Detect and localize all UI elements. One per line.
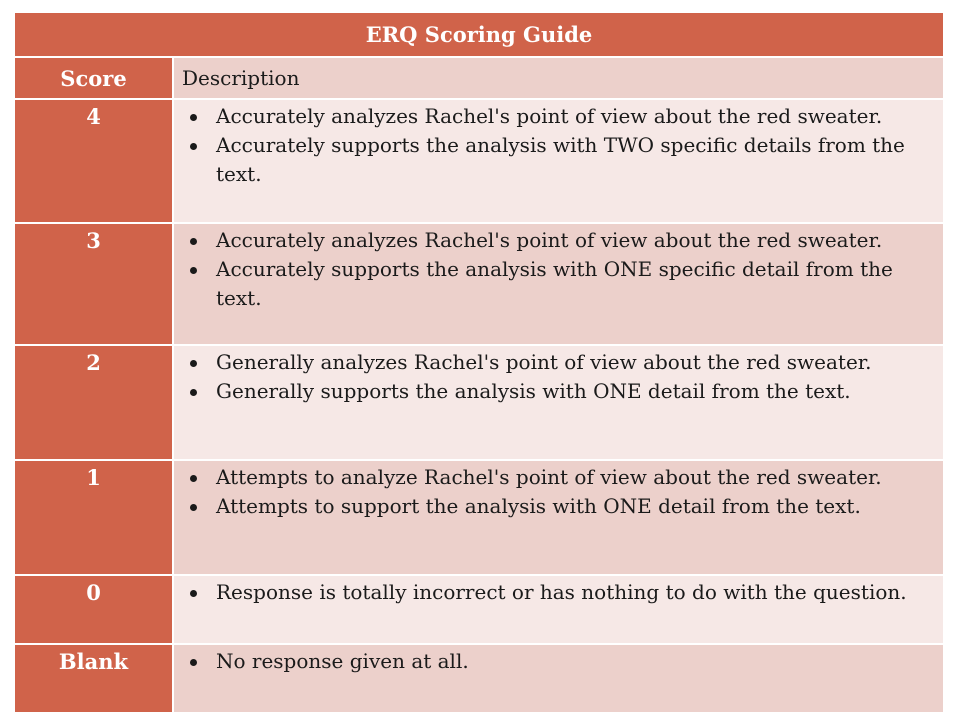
bullet-text: Accurately supports the analysis with TWO specific details from the text. <box>216 133 905 186</box>
score-cell: 0 <box>15 575 173 644</box>
bullet-icon <box>190 267 197 274</box>
bullet-text: Response is totally incorrect or has nothing to do with the question. <box>216 580 907 604</box>
bullet-text: Generally analyzes Rachel's point of view about the red sweater. <box>216 350 872 374</box>
description-cell <box>173 223 943 345</box>
score-column-header: Score <box>15 57 173 99</box>
table-row <box>15 223 943 345</box>
scoring-guide-table <box>15 13 943 714</box>
list-item <box>186 131 937 189</box>
bullet-text: Accurately supports the analysis with ONE specific detail from the text. <box>216 257 893 310</box>
table-title: ERQ Scoring Guide <box>15 13 943 57</box>
table-row <box>15 644 943 713</box>
bullet-icon <box>190 475 197 482</box>
description-list <box>186 226 937 313</box>
bullet-icon <box>190 360 197 367</box>
score-cell: 3 <box>15 223 173 345</box>
bullet-text: Accurately analyzes Rachel's point of view about the red sweater. <box>216 104 883 128</box>
title-row <box>15 13 943 57</box>
bullet-icon <box>190 590 197 597</box>
bullet-icon <box>190 143 197 150</box>
score-cell: 1 <box>15 460 173 575</box>
list-item <box>186 647 937 676</box>
description-cell <box>173 644 943 713</box>
description-cell <box>173 460 943 575</box>
list-item <box>186 463 937 492</box>
description-list <box>186 647 937 676</box>
list-item <box>186 377 937 406</box>
list-item <box>186 348 937 377</box>
bullet-icon <box>190 504 197 511</box>
description-list <box>186 348 937 406</box>
description-list <box>186 463 937 521</box>
bullet-text: Attempts to analyze Rachel's point of view about the red sweater. <box>216 465 882 489</box>
table-row <box>15 460 943 575</box>
list-item <box>186 102 937 131</box>
list-item <box>186 255 937 313</box>
list-item <box>186 578 937 607</box>
description-list <box>186 578 937 607</box>
bullet-text: Generally supports the analysis with ONE detail from the text. <box>216 379 851 403</box>
score-cell: 2 <box>15 345 173 460</box>
list-item <box>186 226 937 255</box>
bullet-text: No response given at all. <box>216 649 469 673</box>
table-row <box>15 345 943 460</box>
list-item <box>186 492 937 521</box>
description-list <box>186 102 937 189</box>
description-column-header: Description <box>173 57 943 99</box>
bullet-icon <box>190 114 197 121</box>
table-row <box>15 99 943 223</box>
description-cell <box>173 345 943 460</box>
score-cell: 4 <box>15 99 173 223</box>
bullet-icon <box>190 238 197 245</box>
table-row <box>15 575 943 644</box>
score-cell: Blank <box>15 644 173 713</box>
bullet-icon <box>190 659 197 666</box>
bullet-text: Accurately analyzes Rachel's point of view about the red sweater. <box>216 228 883 252</box>
bullet-icon <box>190 389 197 396</box>
description-cell <box>173 99 943 223</box>
description-cell <box>173 575 943 644</box>
bullet-text: Attempts to support the analysis with ONE detail from the text. <box>216 494 861 518</box>
header-row <box>15 57 943 99</box>
